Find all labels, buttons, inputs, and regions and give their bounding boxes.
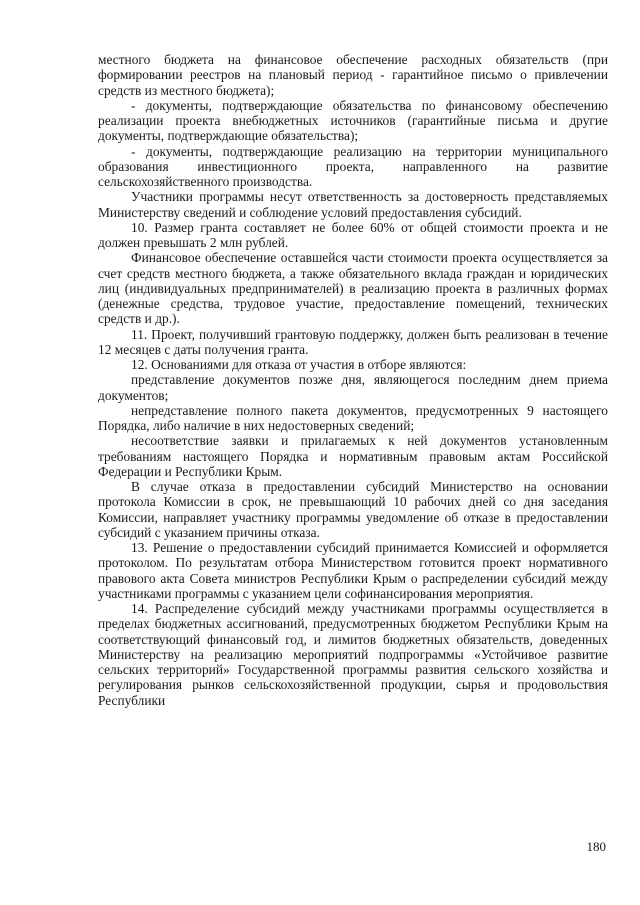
paragraph-12-refusal-grounds: 12. Основаниями для отказа от участия в отборе являются: — [131, 357, 467, 372]
paragraph-incomplete-package: непредставление полного пакета документов, предусмотренных 9 настоящего Порядка, либо наличие в них недостоверных сведений; — [98, 402, 608, 433]
paragraph-participant-responsibility: Участники программы несут ответственность за достоверность представляемых Министерству сведений и соблюдение условий предоставления субсидий. — [98, 189, 608, 220]
paragraph-11-implementation-term: 11. Проект, получивший грантовую поддержку, должен быть реализован в течение 12 месяцев с даты получения гранта. — [98, 326, 608, 357]
paragraph-late-submission: представление документов позже дня, являющегося последним днем приема документов; — [98, 372, 608, 403]
paragraph-remaining-financing: Финансовое обеспечение оставшейся части стоимости проекта осуществляется за счет средств местного бюджета, а также обязательного вклада граждан и юридических лиц (индивидуальных предпринимателей) в реализацию проекта в различных формах (денежные средства, трудовое участие, предоставление помещений, технических средств и др.). — [98, 250, 608, 327]
paragraph-extrabudgetary-docs: - документы, подтверждающие обязательства по финансовому обеспечению реализации проекта внебюджетных источников (гарантийные письма и другие документы, подтверждающие обязательства); — [98, 97, 608, 144]
paragraph-refusal-notice: В случае отказа в предоставлении субсидий Министерство на основании протокола Комиссии в срок, не превышающий 10 рабочих дней со дня заседания Комиссии, направляет участнику программы уведомление об отказе в предоставлении субсидий с указанием причины отказа. — [98, 479, 608, 540]
paragraph-13-decision: 13. Решение о предоставлении субсидий принимается Комиссией и оформляется протоколом. По результатам отбора Министерством готовится проект нормативного правового акта Совета министров Республики Крым о распределении субсидий между участниками программы с указанием цели софинансирования мероприятия. — [98, 540, 608, 601]
page-number: 180 — [586, 839, 606, 854]
paragraph-budget-obligations: местного бюджета на финансовое обеспечение расходных обязательств (при формировании реестров на плановый период - гарантийное письмо о привлечении средств из местного бюджета); — [98, 52, 608, 98]
paragraph-noncompliance: несоответствие заявки и прилагаемых к ней документов установленным требованиям настоящего Порядка и нормативным правовым актам Российской Федерации и Республики Крым. — [98, 433, 608, 479]
paragraph-investment-project-docs: - документы, подтверждающие реализацию на территории муниципального образования инвестиционного проекта, направленного на развитие сельскохозяйственного производства. — [98, 143, 608, 189]
paragraph-14-distribution: 14. Распределение субсидий между участниками программы осуществляется в пределах бюджетных ассигнований, предусмотренных бюджетом Республики Крым на соответствующий финансовый год, и лимитов бюджетных обязательств, доведенных Министерству на реализацию мероприятий подпрограммы «Устойчивое развитие сельских территорий» Государственной программы развития сельского хозяйства и регулирования рынков сельскохозяйственной продукции, сырья и продовольствия Республики — [98, 601, 608, 708]
paragraph-10-grant-size: 10. Размер гранта составляет не более 60% от общей стоимости проекта и не должен превышать 2 млн рублей. — [98, 219, 608, 250]
document-body — [98, 52, 608, 708]
